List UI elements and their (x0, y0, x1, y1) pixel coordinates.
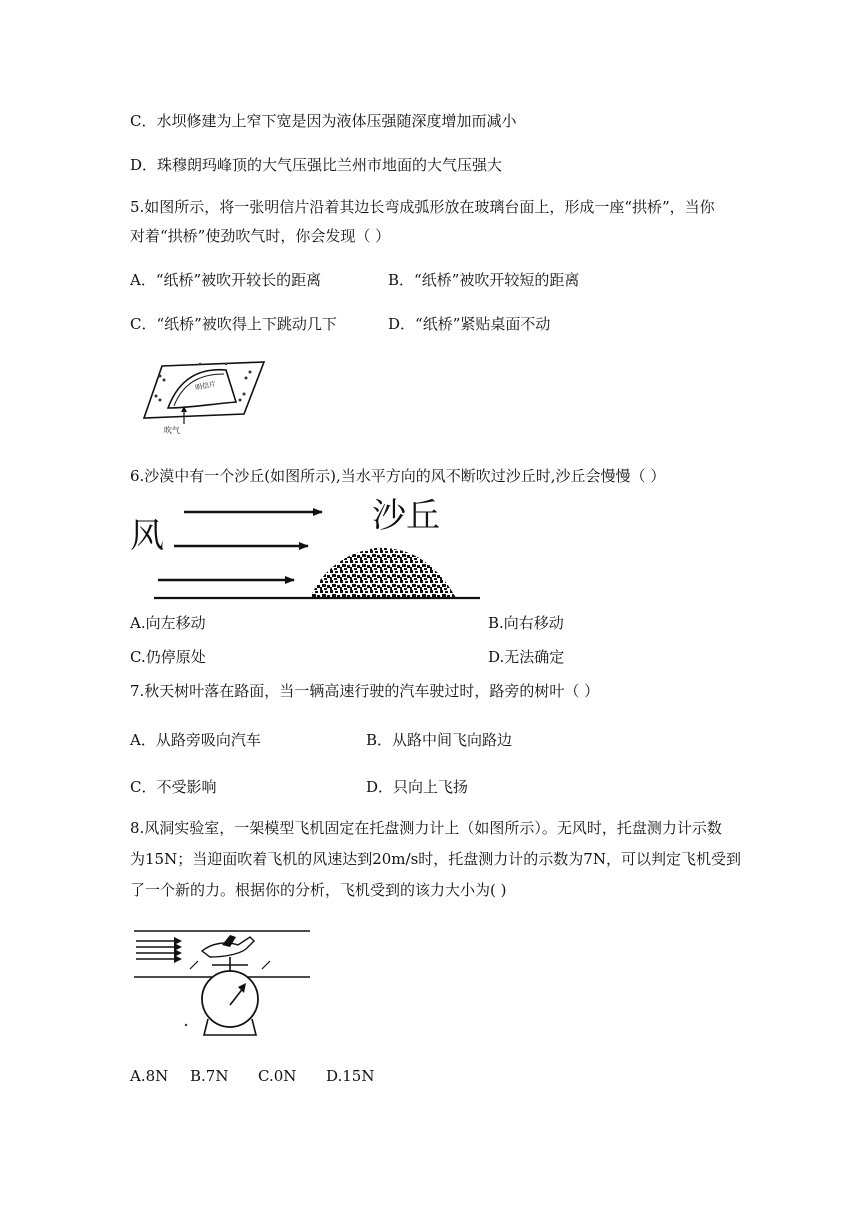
q6-option-c: C.仍停原处 (130, 648, 206, 666)
q8-option-a: A.8N (130, 1067, 169, 1085)
q6-stem: 6.沙漠中有一个沙丘(如图所示),当水平方向的风不断吹过沙丘时,沙丘会慢慢（ ） (130, 467, 666, 485)
q5-paper-bridge-figure (140, 358, 270, 438)
q8-stem-line2: 为15N；当迎面吹着飞机的风速达到20m/s时，托盘测力计的示数为7N，可以判定飞机受到 (130, 850, 741, 868)
q7-option-c: C．不受影响 (130, 778, 217, 796)
q8-stem-line1: 8.风洞实验室，一架模型飞机固定在托盘测力计上（如图所示）。无风时，托盘测力计示数 (130, 819, 722, 837)
q7-option-d: D．只向上飞扬 (366, 778, 469, 796)
q6-dune-figure (150, 496, 490, 602)
q7-option-b: B．从路中间飞向路边 (366, 731, 513, 749)
q8-option-b: B.7N (190, 1067, 229, 1085)
q5-option-d: D．“纸桥”紧贴桌面不动 (388, 315, 551, 333)
q7-stem: 7.秋天树叶落在路面，当一辆高速行驶的汽车驶过时，路旁的树叶（ ） (130, 682, 600, 700)
q6-option-d: D.无法确定 (488, 648, 565, 666)
q5-blow-label: 吹气 (164, 426, 180, 435)
q8-option-d: D.15N (326, 1067, 375, 1085)
q8-option-c: C.0N (258, 1067, 297, 1085)
q5-card-label: 明信片 (194, 379, 217, 393)
q6-wind-label: 风 (130, 516, 164, 556)
q4-option-d: D．珠穆朗玛峰顶的大气压强比兰州市地面的大气压强大 (130, 156, 503, 174)
sand-dune (310, 548, 456, 598)
q6-option-a: A.向左移动 (130, 614, 206, 632)
q6-dune-label: 沙丘 (372, 496, 440, 536)
q7-option-a: A．从路旁吸向汽车 (130, 731, 261, 749)
q8-stem-line3: 了一个新的力。根据你的分析，飞机受到的该力大小为( ) (130, 881, 507, 899)
q5-stem-line2: 对着“拱桥”使劲吹气时，你会发现（ ） (130, 227, 391, 245)
q5-stem-line1: 5.如图所示，将一张明信片沿着其边长弯成弧形放在玻璃台面上，形成一座“拱桥”，当你 (130, 198, 715, 216)
q4-option-c: C．水坝修建为上窄下宽是因为液体压强随深度增加而减小 (130, 112, 517, 130)
q5-option-b: B．“纸桥”被吹开较短的距离 (388, 271, 580, 289)
q5-option-a: A．“纸桥”被吹开较长的距离 (130, 271, 322, 289)
q5-option-c: C．“纸桥”被吹得上下跳动几下 (130, 315, 337, 333)
q6-option-b: B.向右移动 (488, 614, 564, 632)
q8-wind-tunnel-figure (130, 925, 320, 1043)
